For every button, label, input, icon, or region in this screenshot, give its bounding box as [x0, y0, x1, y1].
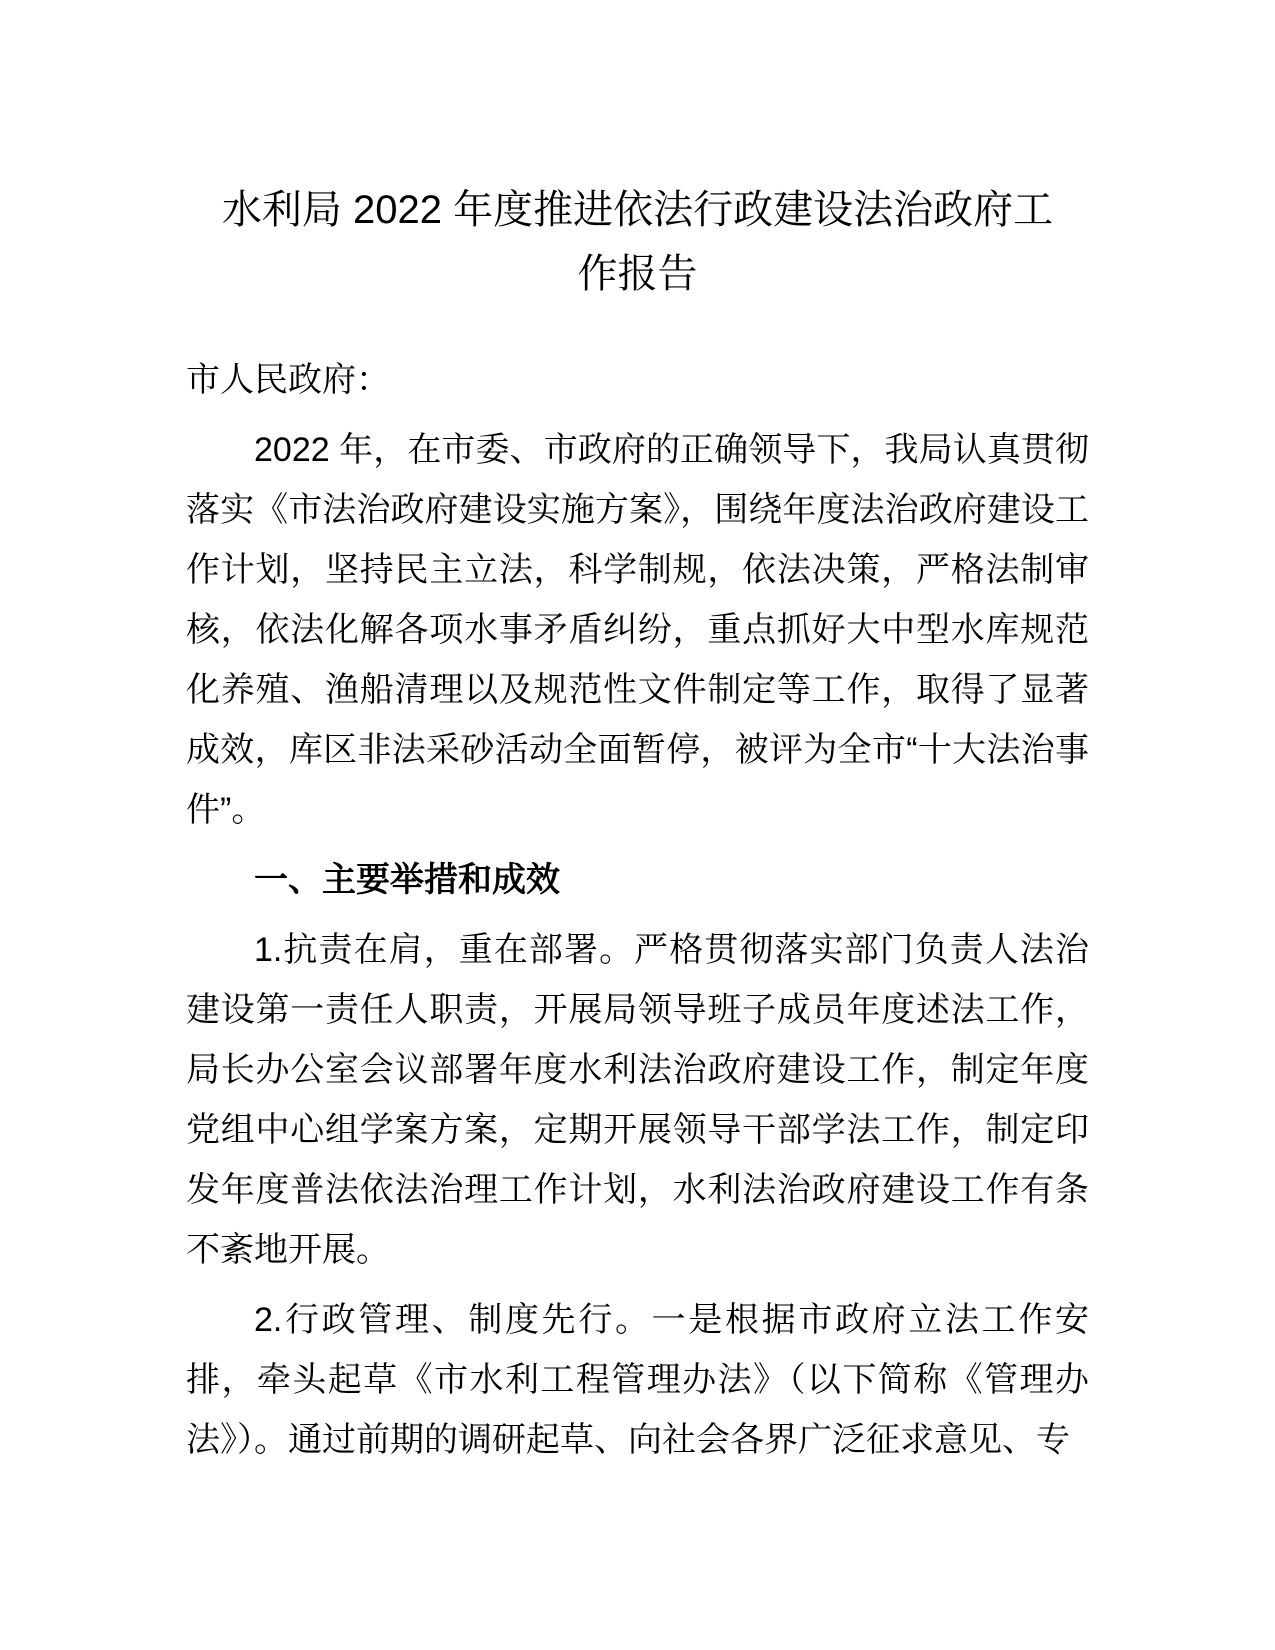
- document-title: [186, 178, 1089, 306]
- document-title-line-2: 作报告: [577, 252, 698, 296]
- paragraph-item-2: 2.行政管理、制度先行。一是根据市政府立法工作安排，牵头起草《市水利工程管理办法》（以下简称《管理办法》）。通过前期的调研起草、向社会各界广泛征求意见、专: [186, 1301, 1089, 1459]
- document-title-line-1: 水利局 2022 年度推进依法行政建设法治政府工: [221, 188, 1054, 232]
- salutation: 市人民政府：: [186, 361, 390, 399]
- section-heading-1: 一、主要举措和成效: [254, 861, 560, 899]
- paragraph-intro: 2022 年，在市委、市政府的正确领导下，我局认真贯彻落实《市法治政府建设实施方案》，围绕年度法治政府建设工作计划，坚持民主立法，科学制规，依法决策，严格法制审核，依法化解各项水事矛盾纠纷，重点抓好大中型水库规范化养殖、渔船清理以及规范性文件制定等工作，取得了显著成效，库区非法采砂活动全面暂停，被评为全市“十大法治事件”。: [186, 431, 1089, 829]
- paragraph-item-1: 1.抗责在肩，重在部署。严格贯彻落实部门负责人法治建设第一责任人职责，开展局领导班子成员年度述法工作，局长办公室会议部署年度水利法治政府建设工作，制定年度党组中心组学案方案，定期开展领导干部学法工作，制定印发年度普法依法治理工作计划，水利法治政府建设工作有条不紊地开展。: [186, 931, 1089, 1269]
